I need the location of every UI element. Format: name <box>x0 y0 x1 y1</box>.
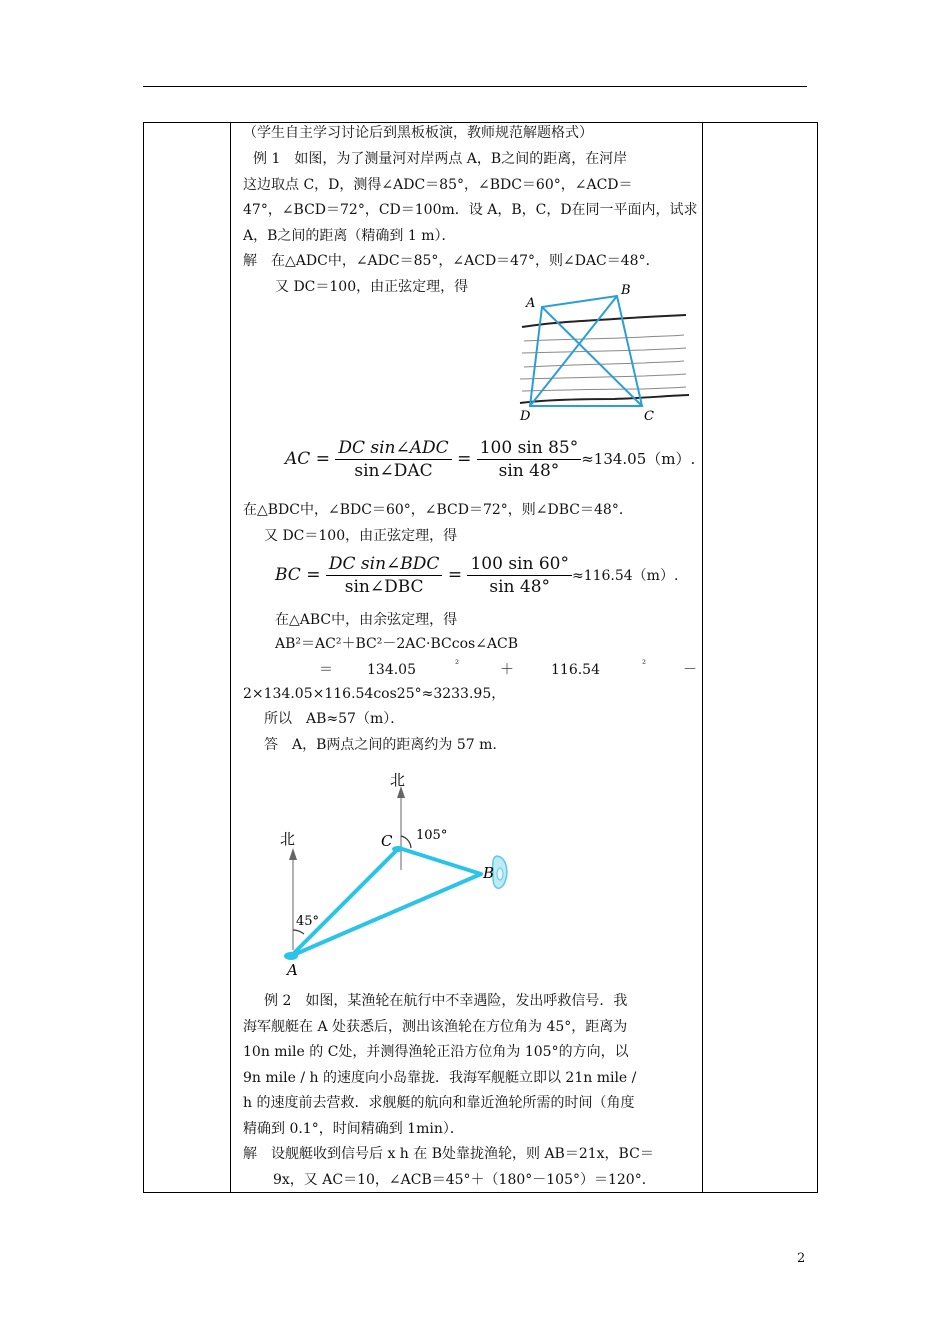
content-cell <box>231 123 703 1192</box>
river-bank-far <box>522 315 686 327</box>
river-wave-line <box>522 348 686 353</box>
label-d: D <box>520 409 531 424</box>
solution1-line8: 2×134.05×116.54cos25°≈3233.95， <box>243 686 506 702</box>
formula-ac-den2: sin 48° <box>498 461 560 481</box>
angle-arc-105 <box>401 836 411 848</box>
point-a <box>284 952 298 960</box>
triangle-abc <box>291 848 481 956</box>
solution1-line1: 解 在△ADC中，∠ADC＝85°，∠ACD＝47°，则∠DAC＝48°． <box>243 253 660 269</box>
formula-bc-lhs: BC = <box>275 565 321 585</box>
solution1-line7 <box>231 660 703 680</box>
navigation-figure <box>271 768 551 988</box>
label-b: B <box>621 283 631 298</box>
formula-bc-num2: 100 sin 60° <box>467 553 572 576</box>
example2-line1: 例 2 如图，某渔轮在航行中不幸遇险，发出呼救信号．我 <box>264 993 628 1009</box>
north-arrow-a <box>289 848 297 860</box>
river-figure <box>514 279 689 425</box>
example2-line3: 10n mile 的 C处，并测得渔轮正沿方位角为 105°的方向，以 <box>243 1044 629 1060</box>
solution1-line3: 在△BDC中，∠BDC＝60°，∠BCD＝72°，则∠DBC＝48°． <box>243 502 633 518</box>
label-a2: A <box>287 961 298 979</box>
label-a: A <box>526 296 536 311</box>
formula-ac-den1: sin∠DAC <box>354 461 433 481</box>
formula-ac: AC = $\frac{\text{DC sin∠ADC}}{\text{sin∠DAC}}$ = $\frac{100 \sin 85^\circ}{\sin 48^\circ}$ ≈134.05（m）. <box>285 438 696 481</box>
label-c: C <box>644 409 654 424</box>
angle-45-label: 45° <box>296 914 320 929</box>
example2-line4: 9n mile / h 的速度向小岛靠拢．我海军舰艇立即以 21n mile / <box>243 1070 637 1086</box>
example1-line1: 例 1 如图，为了测量河对岸两点 A，B之间的距离，在河岸 <box>253 151 628 167</box>
formula-bc-den2: sin 48° <box>489 577 551 597</box>
formula-ac-num1: DC sin∠ADC <box>335 437 451 460</box>
label-b2: B <box>483 864 495 882</box>
solution2-line2: 9x，又 AC＝10，∠ACB＝45°＋（180°－105°）＝120°． <box>273 1172 656 1188</box>
north-label-a: 北 <box>280 830 296 848</box>
example2-line5: h 的速度前去营救．求舰艇的航向和靠近渔轮所需的时间（角度 <box>243 1095 635 1111</box>
river-wave-line <box>520 374 686 379</box>
equals-sign: ＝ <box>319 662 333 678</box>
north-label-c: 北 <box>390 771 406 789</box>
solution1-line5: 在△ABC中，由余弦定理，得 <box>275 612 458 628</box>
plus-sign: ＋ <box>500 662 514 678</box>
example1-line3: 47°，∠BCD＝72°，CD＝100m．设 A，B，C，D在同一平面内，试求 <box>243 202 698 218</box>
angle-105-label: 105° <box>416 828 448 843</box>
formula-bc: BC = $\frac{\text{DC sin∠BDC}}{\text{sin∠DBC}}$ = $\frac{100 \sin 60^\circ}{\sin 48^\circ}$ ≈116.54（m）. <box>275 554 679 597</box>
formula-ac-num2: 100 sin 85° <box>477 437 582 460</box>
value-ac: 134.05 <box>367 662 416 678</box>
square-exp: ² <box>455 659 460 670</box>
header-rule <box>143 86 807 87</box>
solution1-line10: 答 A，B两点之间的距离约为 57 m. <box>264 737 497 753</box>
formula-bc-result: ≈116.54（m）. <box>571 568 679 584</box>
example1-line2: 这边取点 C，D，测得∠ADC＝85°，∠BDC＝60°，∠ACD＝ <box>243 177 633 193</box>
solution1-line4: 又 DC＝100，由正弦定理，得 <box>264 528 458 544</box>
solution1-line2: 又 DC＝100，由正弦定理，得 <box>275 279 469 295</box>
river-wave-line <box>524 335 684 341</box>
square-exp: ² <box>642 659 647 670</box>
example2-line6: 精确到 0.1°，时间精确到 1min）． <box>243 1121 464 1137</box>
value-bc: 116.54 <box>551 662 600 678</box>
formula-ac-lhs: AC = <box>285 449 330 469</box>
page-number: 2 <box>797 1251 806 1266</box>
minus-sign: － <box>683 662 697 678</box>
lesson-table <box>143 122 818 1193</box>
label-c2: C <box>381 832 393 850</box>
solution1-line9: 所以 AB≈57（m）． <box>264 711 405 727</box>
angle-arc-45 <box>293 930 304 934</box>
river-wave-line <box>524 361 684 367</box>
intro-text: （学生自主学习讨论后到黑板板演，教师规范解题格式） <box>243 125 593 141</box>
formula-bc-num1: DC sin∠BDC <box>326 553 443 576</box>
diagonal-ac <box>542 307 642 406</box>
example1-line4: A，B之间的距离（精确到 1 m）． <box>243 228 456 244</box>
solution1-line6: AB²＝AC²＋BC²－2AC·BCcos∠ACB <box>275 636 519 652</box>
example2-line2: 海军舰艇在 A 处获悉后，测出该渔轮在方位角为 45°，距离为 <box>243 1019 628 1035</box>
formula-bc-den1: sin∠DBC <box>344 577 424 597</box>
river-bank-near <box>520 395 689 403</box>
island-inner <box>497 868 503 880</box>
solution2-line1: 解 设舰艇收到信号后 x h 在 B处靠拢渔轮，则 AB＝21x，BC＝ <box>243 1146 654 1162</box>
formula-ac-result: ≈134.05（m）. <box>581 450 696 468</box>
river-wave-line <box>522 387 686 391</box>
point-c <box>392 846 404 852</box>
